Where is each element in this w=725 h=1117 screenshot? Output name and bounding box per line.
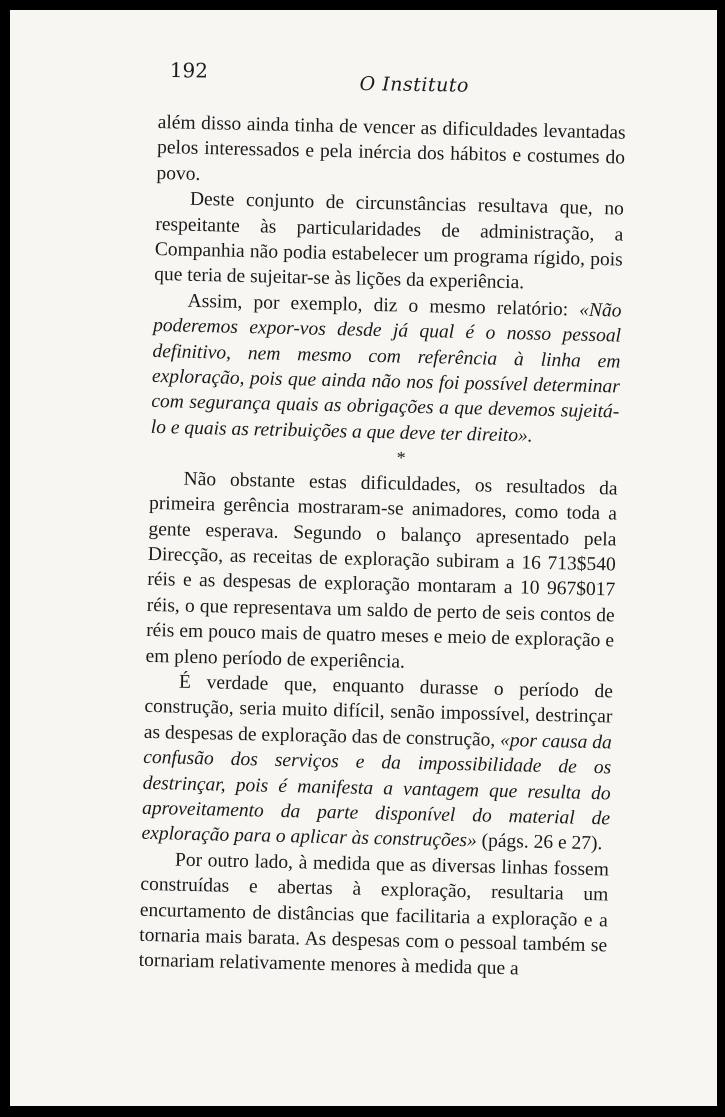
running-head — [170, 58, 630, 95]
paragraph-5-quote: «por causa da confusão dos serviços e da impossibilidade de os destrinçar, pois é manifesta a vantagem que resulta do aproveitamento da parte disponível do material de exploração para o aplicar às construções» — [141, 729, 613, 852]
paragraph-5 — [141, 669, 613, 857]
section-separator: * — [396, 447, 406, 468]
book-title: O Instituto — [359, 72, 470, 97]
paragraph-3 — [151, 288, 622, 451]
paragraph-2: Deste conjunto de circunstâncias resultava que, no respeitante às particularidades de administração, a Companhia não podia estabelecer um programa rígido, pois que teria de sujeitar-se às lições da experiência. — [154, 188, 625, 294]
paragraph-3-intro: Assim, por exemplo, diz o mesmo relatório: — [187, 290, 580, 321]
book-page — [10, 10, 717, 1106]
paragraph-5-reference: (págs. 26 e 27). — [476, 830, 603, 855]
paragraph-1: além disso ainda tinha de vencer as dificuldades levantadas pelos interessados e pela inércia dos hábitos e costumes do povo. — [156, 111, 626, 185]
body-text — [138, 110, 625, 984]
paragraph-5-intro: É verdade que, enquanto durasse o período de construção, seria muito difícil, senão impossível, destrinçar as despesas de exploração das de construção, — [143, 671, 614, 751]
paragraph-3-quote: «Não poderemos expor-vos desde já qual é o nosso pessoal definitivo, nem mesmo com referência à linha em exploração, pois que ainda não nos foi possível determinar com segurança quais as obrigações a que devemos sujeitá-lo e quais as retribuições a que deve ter direito». — [150, 299, 622, 447]
paragraph-6: Por outro lado, à medida que as diversas linhas fossem construídas e abertas à exploração, resultaria um encurtamento de distâncias que facilitaria a exploração e a tornaria mais barata. As despesas com o pessoal também se tornariam relativamente menores à medida que a — [138, 849, 610, 980]
paragraph-4: Não obstante estas dificuldades, os resultados da primeira gerência mostraram-se animadores, como toda a gente esperava. Segundo o balanço apresentado pela Direcção, as receitas de exploração subiram a 16 713$540 réis e as despesas de exploração montaram a 10 967$017 réis, o que representava um saldo de perto de seis contos de réis em pouco mais de quatro meses e meio de exploração e em pleno período de experiência. — [145, 468, 618, 673]
page-number: 192 — [169, 58, 209, 83]
